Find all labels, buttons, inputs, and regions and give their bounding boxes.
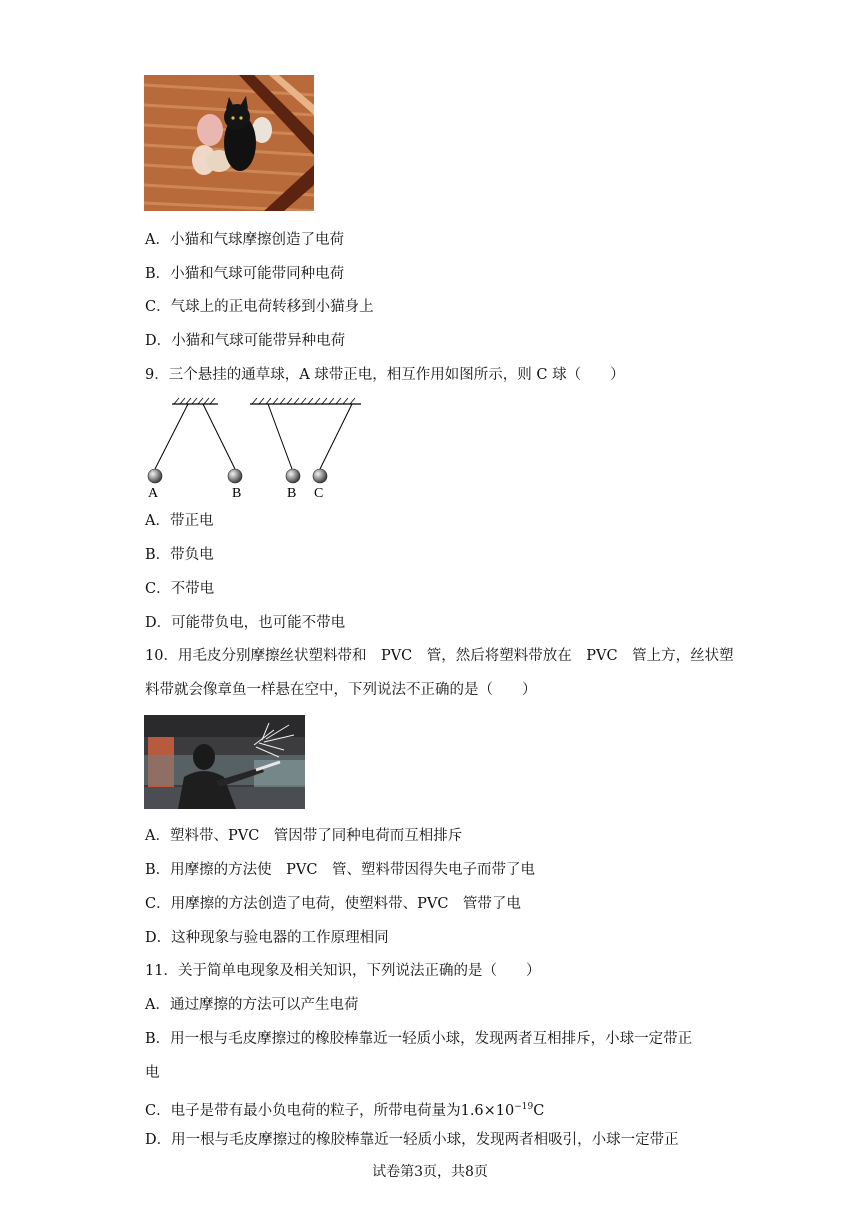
ball-label-c: C [314,486,324,501]
q8-option-b: B．小猫和气球可能带同种电荷 [145,266,345,282]
cat-balloons-photo [144,75,314,211]
q10-option-c: C．用摩擦的方法创造了电荷，使塑料带、PVC 管带了电 [145,896,521,912]
q8-option-a: A．小猫和气球摩擦创造了电荷 [145,232,344,248]
page-footer: 试卷第3页，共8页 [372,1164,488,1180]
q11-option-c-unit: C [533,1102,545,1119]
ball-label-a: A [148,486,159,501]
q8-option-d: D．小猫和气球可能带异种电荷 [145,333,346,349]
q9-option-a: A．带正电 [145,513,214,529]
q11-option-c-text: C．电子是带有最小负电荷的粒子，所带电荷量为 [145,1102,461,1119]
q9-stem: 9．三个悬挂的通草球，A 球带正电，相互作用如图所示，则 C 球（ ） [145,367,625,383]
q11-option-c [145,1098,544,1120]
q10-option-b: B．用摩擦的方法使 PVC 管、塑料带因得失电子而带了电 [145,862,535,878]
q11-option-c-mantissa: 1.6×10 [460,1102,515,1119]
q11-option-b-line1: B．用一根与毛皮摩擦过的橡胶棒靠近一轻质小球，发现两者互相排斥，小球一定带正 [145,1031,693,1047]
q8-option-c: C．气球上的正电荷转移到小猫身上 [145,299,374,315]
ball-label-b2: B [287,486,297,501]
q10-option-a: A．塑料带、PVC 管因带了同种电荷而互相排斥 [145,828,463,844]
q9-option-d: D．可能带负电，也可能不带电 [145,615,346,631]
q10-option-d: D．这种现象与验电器的工作原理相同 [145,930,389,946]
q11-stem: 11．关于简单电现象及相关知识，下列说法正确的是（ ） [145,963,541,979]
q11-option-b-line2: 电 [145,1065,160,1081]
pvc-plastic-strip-photo [144,715,305,809]
q10-stem-line1: 10．用毛皮分别摩擦丝状塑料带和 PVC 管，然后将塑料带放在 PVC 管上方，丝状塑 [145,648,734,664]
q9-option-c: C．不带电 [145,581,215,597]
ball-label-b1: B [232,486,242,501]
q10-stem-line2: 料带就会像章鱼一样悬在空中，下列说法不正确的是（ ） [145,682,537,698]
q9-option-b: B．带负电 [145,547,214,563]
q11-option-a: A．通过摩擦的方法可以产生电荷 [145,997,359,1013]
q11-option-c-exponent: −19 [514,1102,534,1112]
q11-option-d-line1: D．用一根与毛皮摩擦过的橡胶棒靠近一轻质小球，发现两者相吸引，小球一定带正 [145,1132,679,1148]
pith-balls-diagram [144,396,364,502]
